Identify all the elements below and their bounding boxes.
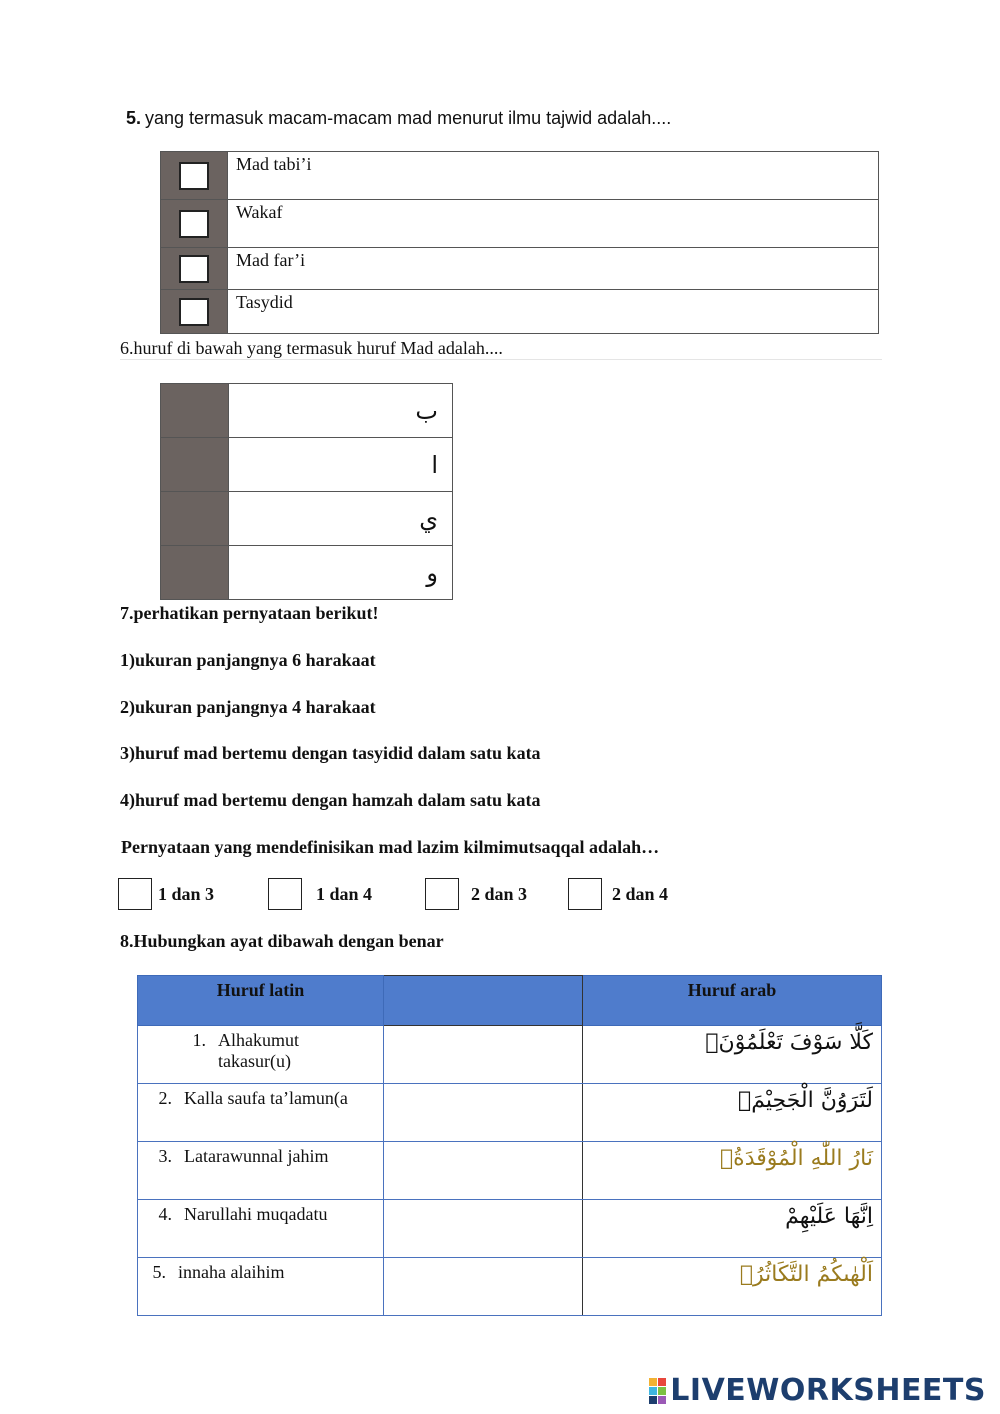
match-dropzone-1[interactable] [384, 1026, 583, 1084]
option-3-checkbox[interactable] [179, 255, 209, 283]
letter-2-dropzone[interactable] [161, 438, 229, 492]
arabic-letter-alif: ا [229, 438, 453, 492]
latin-cell [138, 1142, 384, 1200]
latin-text: Narullahi muqadatu [184, 1204, 328, 1224]
q7-option-2[interactable] [268, 878, 372, 912]
latin-cell [138, 1200, 384, 1258]
statement-4: 4)huruf mad bertemu dengan hamzah dalam satu kata [120, 790, 541, 810]
brand-name: LIVEWORKSHEETS [670, 1373, 986, 1408]
arabic-verse: نَارُ اللّٰهِ الْمُوْقَدَةُۙ [583, 1142, 882, 1200]
latin-text: innaha alaihim [178, 1262, 285, 1282]
q7-option-2-label: 1 dan 4 [316, 883, 373, 904]
q7-option-2-checkbox[interactable] [268, 878, 302, 910]
option-1-label: Mad tabi’i [228, 152, 879, 200]
row-number: 4. [158, 1204, 172, 1224]
latin-cell [138, 1026, 384, 1084]
q7-option-3[interactable] [425, 878, 527, 912]
row-number: 3. [158, 1146, 172, 1166]
logo-blocks-icon [649, 1378, 666, 1404]
letter-1-dropzone[interactable] [161, 384, 229, 438]
table-row [138, 1142, 882, 1200]
question-6-text: 6.huruf di bawah yang termasuk huruf Mad adalah.... [120, 338, 503, 358]
arabic-verse: لَتَرَوُنَّ الْجَحِيْمَۙ [583, 1084, 882, 1142]
arabic-letter-waw: و [229, 546, 453, 600]
table-row [138, 1258, 882, 1316]
header-empty [384, 976, 583, 1026]
match-dropzone-5[interactable] [384, 1258, 583, 1316]
row-number: 1. [192, 1030, 206, 1050]
option-4-checkbox[interactable] [179, 298, 209, 326]
question-5 [126, 108, 671, 129]
matching-table [137, 975, 882, 1316]
q7-option-1[interactable] [118, 878, 214, 912]
match-dropzone-2[interactable] [384, 1084, 583, 1142]
arabic-verse: اِنَّهَا عَلَيْهِمْ [583, 1200, 882, 1258]
letter-row [161, 546, 453, 600]
table-row [138, 1084, 882, 1142]
letter-row [161, 492, 453, 546]
q7-option-1-checkbox[interactable] [118, 878, 152, 910]
letter-3-dropzone[interactable] [161, 492, 229, 546]
match-dropzone-3[interactable] [384, 1142, 583, 1200]
question-6-letters [160, 383, 453, 600]
q7-option-1-label: 1 dan 3 [158, 883, 215, 904]
q7-option-4[interactable] [568, 878, 668, 912]
latin-cell [138, 1084, 384, 1142]
letter-4-dropzone[interactable] [161, 546, 229, 600]
q7-option-3-checkbox[interactable] [425, 878, 459, 910]
option-2-label: Wakaf [228, 200, 879, 248]
latin-text: Alhakumut takasur(u) [218, 1030, 299, 1071]
statement-1: 1)ukuran panjangnya 6 harakaat [120, 650, 376, 670]
match-dropzone-4[interactable] [384, 1200, 583, 1258]
question-5-options [160, 151, 879, 334]
question-5-number: 5. [126, 108, 142, 128]
arabic-letter-ba: ب [229, 384, 453, 438]
statement-3: 3)huruf mad bertemu dengan tasyidid dalam satu kata [120, 743, 541, 763]
option-row [161, 152, 879, 200]
arabic-verse: اَلْهٰىكُمُ التَّكَاثُرُۙ [583, 1258, 882, 1316]
option-3-label: Mad far’i [228, 248, 879, 290]
question-7-title: 7.perhatikan pernyataan berikut! [120, 603, 379, 623]
latin-text: Latarawunnal jahim [184, 1146, 329, 1166]
latin-text: Kalla saufa ta’lamun(a [184, 1088, 348, 1108]
table-header [138, 976, 882, 1026]
statement-2: 2)ukuran panjangnya 4 harakaat [120, 697, 376, 717]
table-row [138, 1026, 882, 1084]
q7-option-3-label: 2 dan 3 [471, 883, 528, 904]
option-2-checkbox[interactable] [179, 210, 209, 238]
letter-row [161, 384, 453, 438]
q7-option-4-checkbox[interactable] [568, 878, 602, 910]
latin-cell [138, 1258, 384, 1316]
question-7-text: Pernyataan yang mendefinisikan mad lazim kilmimutsaqqal adalah… [121, 837, 660, 857]
row-number: 2. [158, 1088, 172, 1108]
option-row [161, 290, 879, 334]
header-latin: Huruf latin [138, 976, 384, 1026]
arabic-letter-ya: ي [229, 492, 453, 546]
letter-row [161, 438, 453, 492]
option-row [161, 200, 879, 248]
divider [120, 359, 882, 360]
option-row [161, 248, 879, 290]
option-4-label: Tasydid [228, 290, 879, 334]
question-5-text: yang termasuk macam-macam mad menurut ilmu tajwid adalah.... [145, 108, 672, 128]
arabic-verse: كَلَّا سَوْفَ تَعْلَمُوْنَۙ [583, 1026, 882, 1084]
option-1-checkbox[interactable] [179, 162, 209, 190]
row-number: 5. [152, 1262, 166, 1282]
question-8-title: 8.Hubungkan ayat dibawah dengan benar [120, 931, 444, 951]
header-arab: Huruf arab [583, 976, 882, 1026]
q7-option-4-label: 2 dan 4 [612, 883, 669, 904]
liveworksheets-logo [649, 1373, 986, 1408]
table-row [138, 1200, 882, 1258]
